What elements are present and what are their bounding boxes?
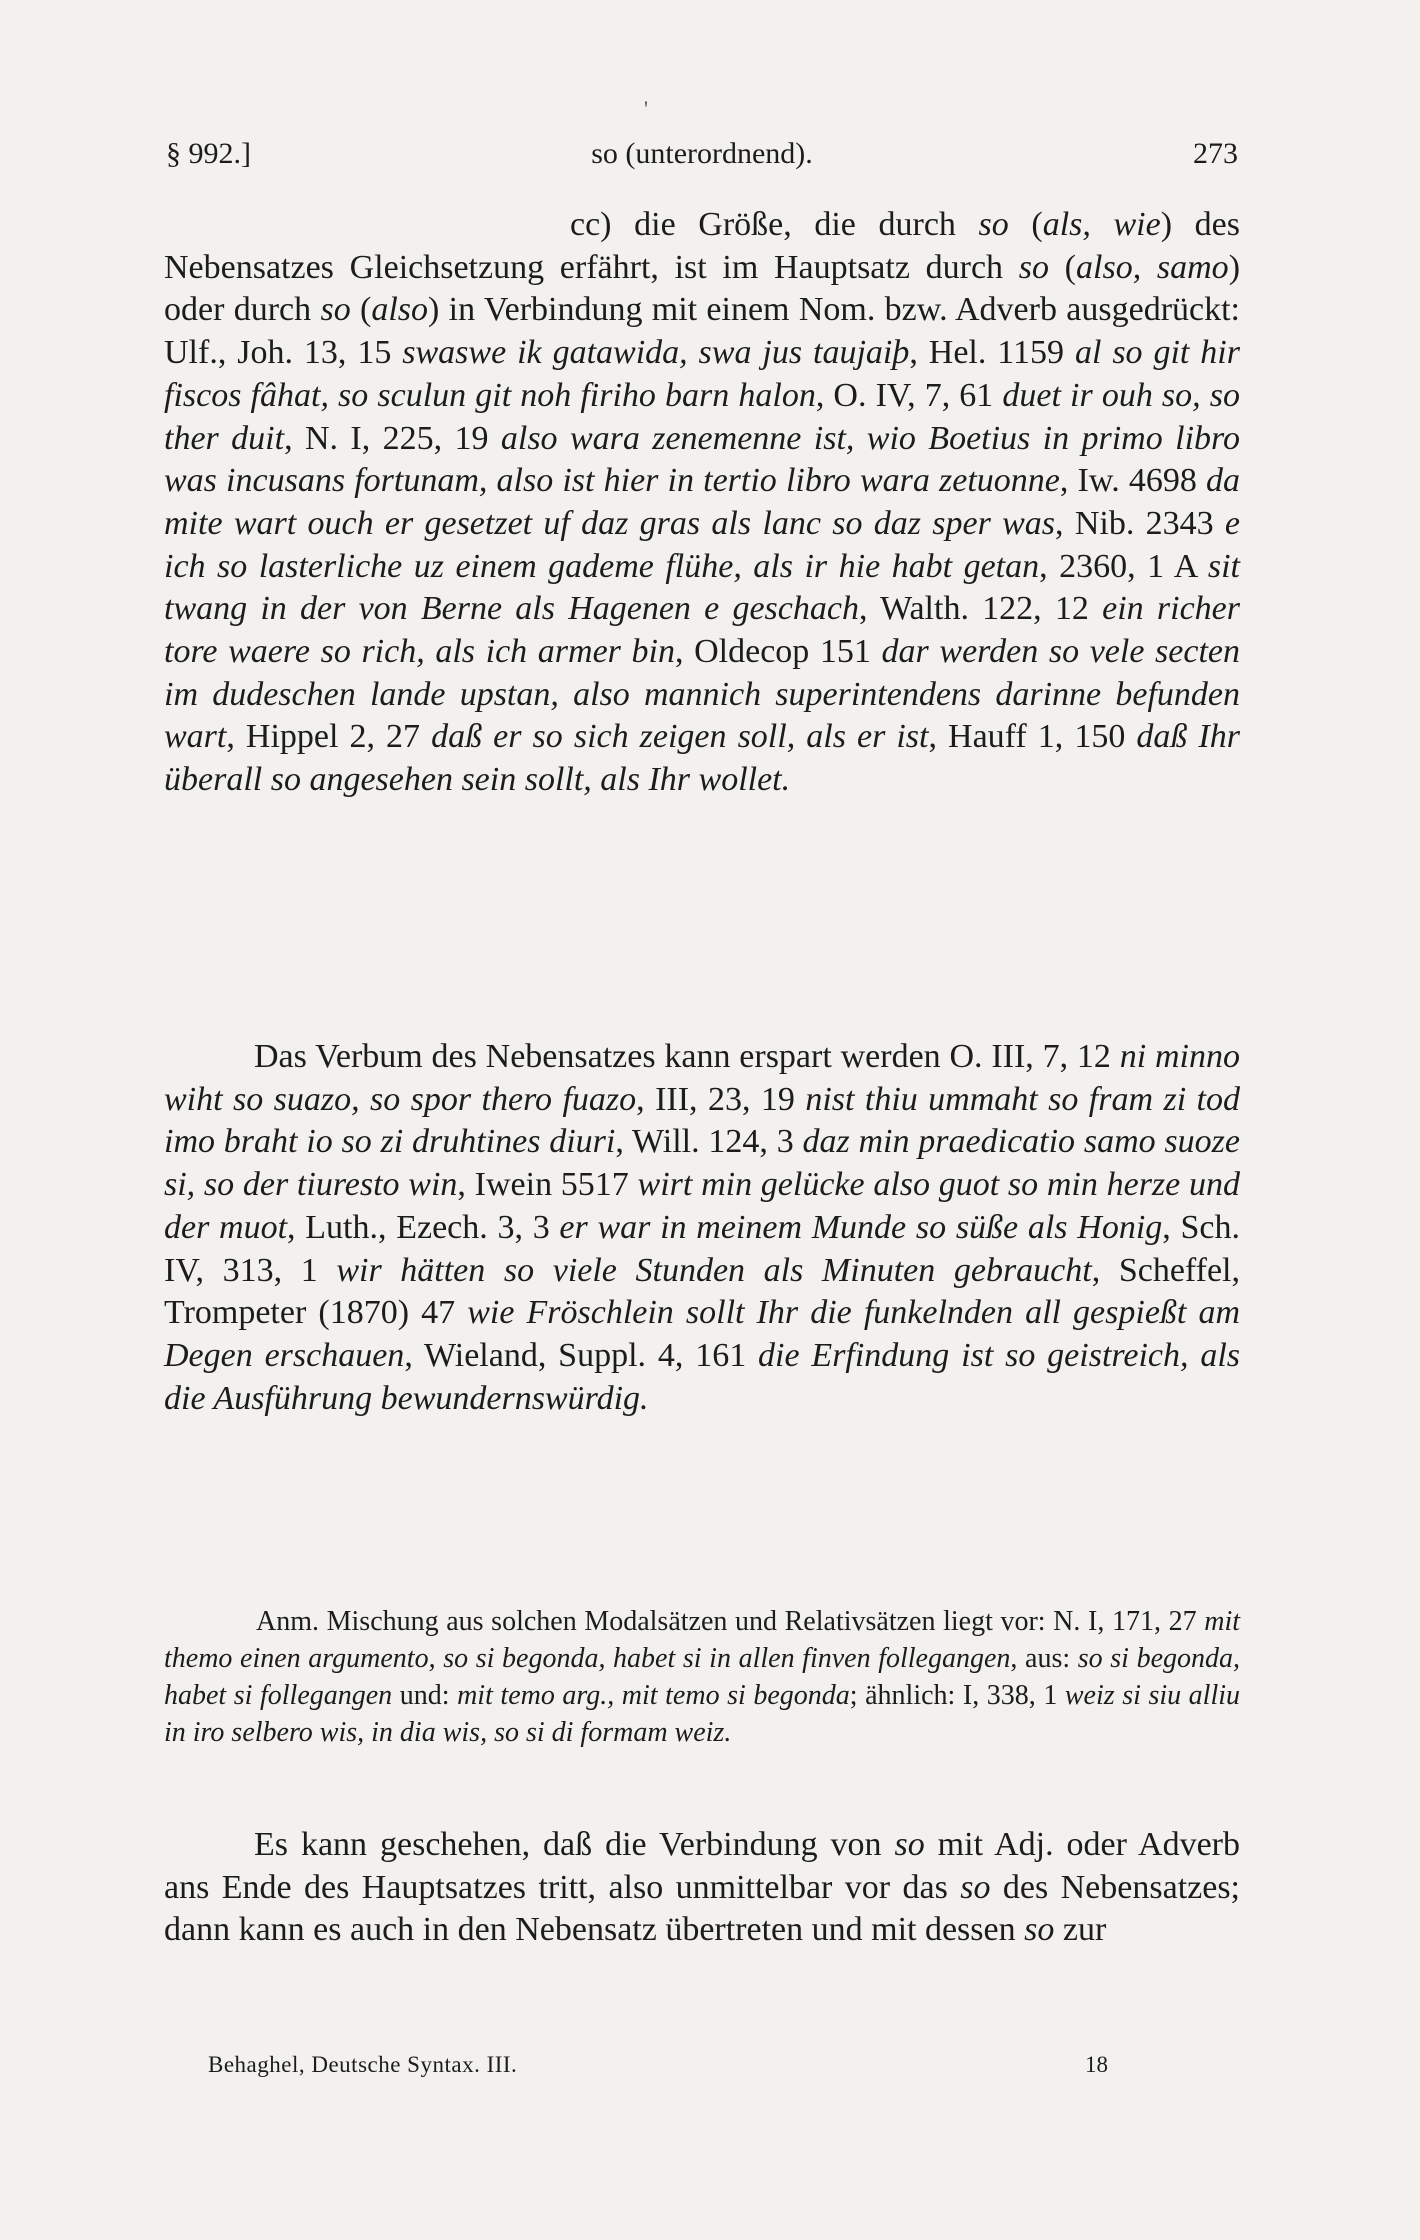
body-text: Es kann geschehen, daß die Verbindung von — [254, 1826, 895, 1863]
body-text: ( — [1048, 248, 1077, 286]
body-text: , O. IV, 7, 61 — [815, 376, 1003, 414]
paragraph-text — [164, 204, 1240, 802]
citation-text: dar werden so vele secten im dudeschen lande upstan, also mannich superintendens darinne befunden wart — [164, 633, 1241, 756]
annotation-note — [164, 1603, 1240, 1751]
body-text: , III, 23, 19 — [636, 1080, 806, 1118]
body-text: cc) die Größe, die durch — [570, 206, 979, 243]
citation-text: duet ir ouh so, so ther duit — [164, 376, 1241, 457]
running-header — [166, 134, 1238, 174]
citation-text: also wara zenemenne ist, wio Boetius in primo libro was incusans fortunam, also ist hier in tertio libro wara zetuonne — [164, 419, 1240, 500]
citation-text: ein richer tore waere so rich, als ich armer bin — [164, 590, 1240, 671]
citation-text: so — [978, 206, 1009, 243]
citation-text: mit temo arg., mit temo si begonda — [457, 1680, 850, 1711]
margin-mark: ' — [644, 96, 648, 121]
body-text: ) des Nebensatzes Gleichsetzung erfährt, ist im Hauptsatz durch — [164, 206, 1240, 286]
citation-text: so — [320, 291, 351, 329]
citation-text: ni minno wiht so suazo, so spor thero fuazo — [164, 1038, 1240, 1118]
citation-text: sit twang in der von Berne als Hagenen e geschach — [164, 547, 1240, 628]
citation-text: daß er so sich zeigen soll, als er ist — [431, 718, 929, 756]
body-text: , Hel. 1159 — [909, 334, 1075, 372]
body-text: ( — [1008, 206, 1043, 243]
body-text: , Wieland, Suppl. 4, 161 — [404, 1336, 759, 1374]
body-text: ; ähnlich: I, 338, 1 — [849, 1680, 1065, 1711]
section-number: § 992.] — [166, 137, 251, 170]
citation-text: mit themo einen argumento, so si begonda, habet si in allen finven follegangen — [164, 1606, 1240, 1674]
body-text: ( — [350, 291, 372, 329]
citation-text: e ich so lasterliche uz einem gademe flühe, als ir hie habt getan — [164, 504, 1241, 585]
citation-text: daz min praedicatio samo suoze si, so der tiuresto win — [164, 1123, 1240, 1204]
citation-text: also — [371, 291, 429, 329]
body-text: und: — [392, 1680, 458, 1711]
citation-text: er war in meinem Munde so süße als Honig — [559, 1208, 1163, 1246]
citation-text: so — [960, 1868, 991, 1906]
body-text: ) oder durch — [164, 248, 1241, 329]
paragraph-cc — [164, 204, 1240, 802]
body-text: , Will. 124, 3 — [615, 1123, 803, 1161]
paragraph-text — [164, 1036, 1240, 1420]
citation-text: so — [894, 1826, 925, 1863]
sheet-number: 18 — [1085, 2052, 1108, 2077]
running-title: so (unterordnend). — [591, 137, 813, 170]
body-text: , aus: — [1010, 1643, 1078, 1674]
citation-text: so — [1018, 248, 1049, 286]
body-text: , Hippel 2, 27 — [226, 718, 432, 756]
citation-text: so si begonda, habet si follegangen — [164, 1643, 1241, 1711]
body-text: , Hauff 1, 150 — [928, 718, 1137, 756]
body-text: , Iwein 5517 — [457, 1166, 638, 1204]
body-text: , 2360, 1 A — [1039, 547, 1208, 585]
paragraph-verbum — [164, 1036, 1240, 1420]
citation-text: swaswe ik gatawida, swa jus taujaiþ — [402, 334, 910, 372]
citation-text: daß Ihr überall so angesehen sein sollt, als Ihr wollet. — [164, 718, 1240, 799]
body-text: des Nebensatzes; dann kann es auch in den Nebensatz übertreten und mit dessen — [164, 1868, 1240, 1949]
citation-text: so — [1024, 1911, 1055, 1949]
citation-text: die Erfindung ist so geistreich, als die Ausführung bewundernswürdig. — [164, 1336, 1240, 1417]
citation-text: da mite wart ouch er gesetzet uf daz gras als lanc so daz sper was — [164, 462, 1240, 542]
citation-text: al so git hir fiscos fâhat, so sculun git noh firiho barn halon — [164, 334, 1240, 414]
body-text: , Sch. IV, 313, 1 — [164, 1208, 1240, 1289]
body-text: zur — [1054, 1911, 1107, 1949]
paragraph-verbindung — [164, 1824, 1240, 1952]
body-text: Anm. Mischung aus solchen Modalsätzen und Relativsätzen liegt vor: N. I, 171, 27 — [256, 1606, 1205, 1637]
body-text: ) in Verbindung mit einem Nom. bzw. Adverb ausgedrückt: Ulf., Joh. 13, 15 — [164, 291, 1241, 372]
citation-text: wirt min gelücke also guot so min herze und der muot — [164, 1166, 1240, 1246]
note-text — [164, 1603, 1240, 1751]
body-text: , Iw. 4698 — [1059, 462, 1206, 500]
page-number: 273 — [1193, 137, 1238, 170]
body-text: , Scheffel, Trompeter (1870) 47 — [164, 1251, 1240, 1332]
body-text: Das Verbum des Nebensatzes kann erspart werden O. III, 7, 12 — [254, 1038, 1120, 1075]
body-text: , Luth., Ezech. 3, 3 — [287, 1208, 560, 1246]
citation-text: wie Fröschlein sollt Ihr die funkelnden all gespießt am Degen erschauen — [164, 1294, 1240, 1374]
body-text: , N. I, 225, 19 — [284, 419, 501, 457]
citation-text: als, wie — [1042, 206, 1161, 243]
body-text: , Nib. 2343 — [1055, 504, 1225, 542]
body-text: , Oldecop 151 — [674, 633, 882, 671]
body-text: , Walth. 122, 12 — [858, 590, 1103, 628]
paragraph-text — [164, 1824, 1240, 1952]
citation-text: also, samo — [1076, 248, 1229, 286]
printer-signature: Behaghel, Deutsche Syntax. III. — [208, 2052, 518, 2077]
citation-text: weiz si siu alliu in iro selbero wis, in dia wis, so si di formam weiz. — [164, 1680, 1241, 1748]
citation-text: wir hätten so viele Stunden als Minuten gebraucht — [336, 1251, 1092, 1289]
body-text: mit Adj. oder Adverb ans Ende des Hauptsatzes tritt, also unmittelbar vor das — [164, 1826, 1241, 1906]
page-footer — [208, 2048, 1108, 2082]
citation-text: nist thiu ummaht so fram zi tod imo braht io so zi druhtines diuri — [164, 1080, 1240, 1161]
